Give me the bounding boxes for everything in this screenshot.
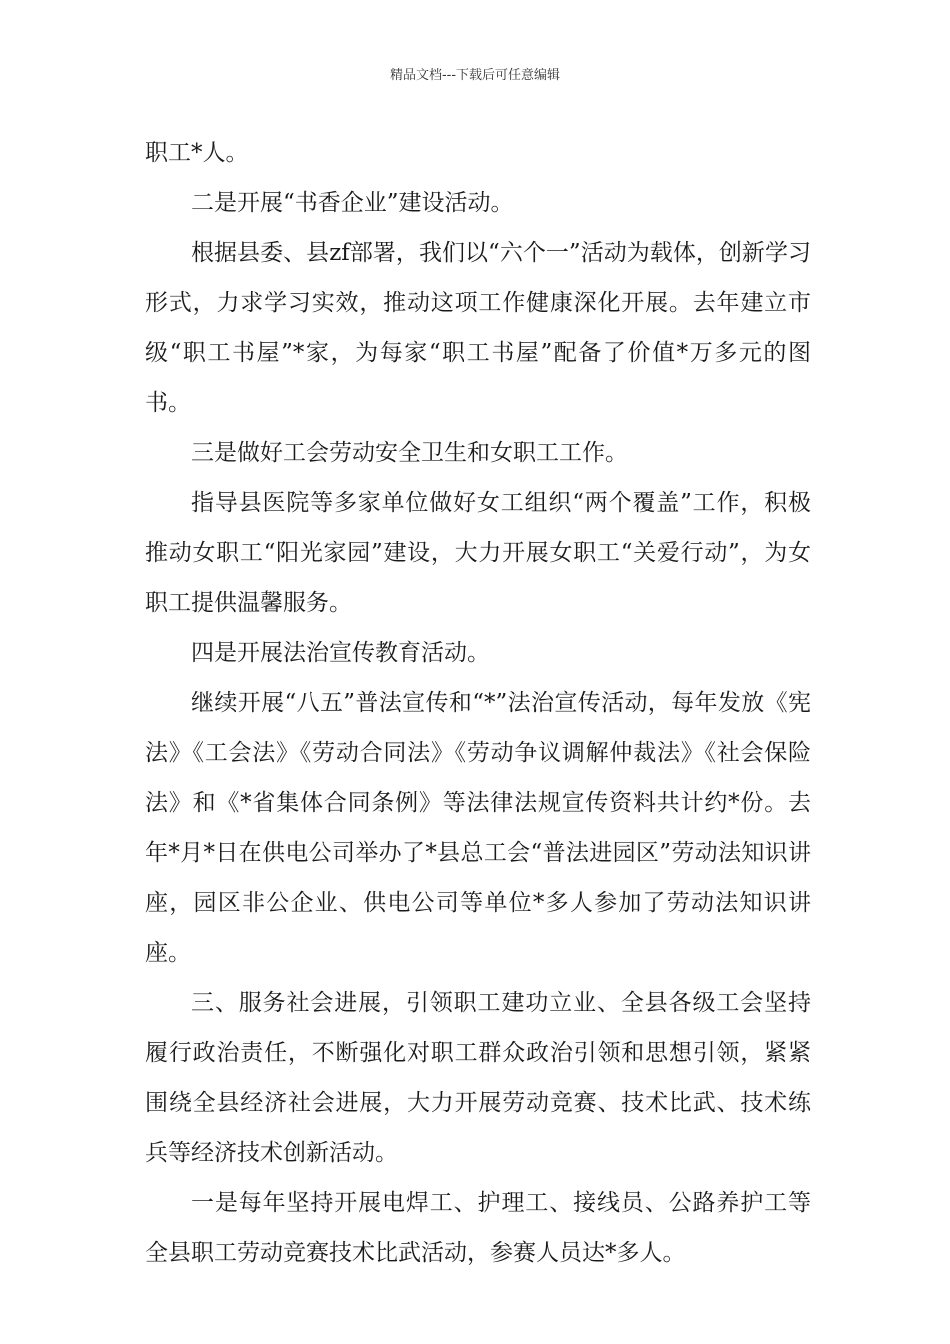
paragraph-3: 根据县委、县zf部署，我们以“六个一”活动为载体，创新学习形式，力求学习实效，推动这项工作健康深化开展。去年建立市级“职工书屋”*家，为每家“职工书屋”配备了价值*万多元的图书。 (145, 240, 811, 416)
paragraph-5: 指导县医院等多家单位做好女工组织“两个覆盖”工作，积极推动女职工“阳光家园”建设，大力开展女职工“关爱行动”，为女职工提供温馨服务。 (145, 490, 811, 616)
document-body (145, 128, 811, 1278)
paragraph-1: 职工*人。 (145, 140, 249, 166)
paragraph-8: 三、服务社会进展，引领职工建功立业、全县各级工会坚持履行政治责任，不断强化对职工群众政治引领和思想引领，紧紧围绕全县经济社会进展，大力开展劳动竞赛、技术比武、技术练兵等经济技术创新活动。 (145, 990, 811, 1166)
paragraph-9: 一是每年坚持开展电焊工、护理工、接线员、公路养护工等全县职工劳动竞赛技术比武活动，参赛人员达*多人。 (145, 1190, 811, 1266)
page-header: 精品文档---下载后可任意编辑 (389, 68, 561, 83)
paragraph-7: 继续开展“八五”普法宣传和“*”法治宣传活动，每年发放《宪法》《工会法》《劳动合同法》《劳动争议调解仲裁法》《社会保险法》和《*省集体合同条例》等法律法规宣传资料共计约*份。去年*月*日在供电公司举办了*县总工会“普法进园区”劳动法知识讲座，园区非公企业、供电公司等单位*多人参加了劳动法知识讲座。 (145, 690, 811, 966)
paragraph-4: 三是做好工会劳动安全卫生和女职工工作。 (191, 440, 628, 466)
paragraph-2: 二是开展“书香企业”建设活动。 (191, 190, 514, 216)
paragraph-6: 四是开展法治宣传教育活动。 (191, 640, 490, 666)
